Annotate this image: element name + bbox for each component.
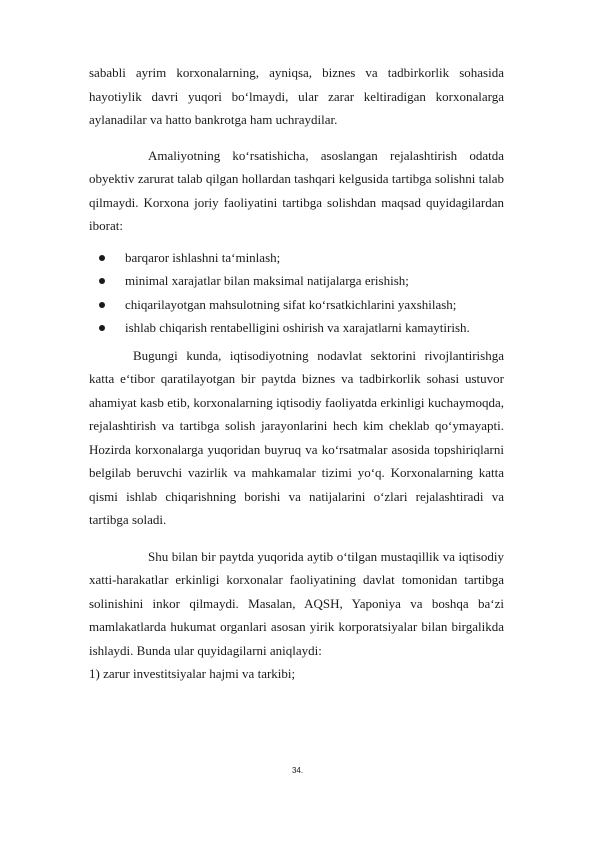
paragraph-numbered-item: 1) zarur investitsiyalar hajmi va tarkibi; <box>89 666 296 681</box>
paragraph-regulation: Amaliyotning ko‘rsatishicha, asoslangan rejalashtirish odatda obyektiv zarurat talab qilgan hollardan tashqari kelgusida tartibga solishni talab qilmaydi. Korxona joriy faoliyatini tartibga solishdan maqsad quyidagilardan iborat: <box>89 147 504 233</box>
bullet-icon <box>99 255 105 261</box>
bullet-icon <box>99 302 105 308</box>
list-item: ishlab chiqarish rentabelligini oshirish va xarajatlarni kamaytirish. <box>89 316 504 340</box>
document-page <box>89 61 504 686</box>
bullet-icon <box>99 278 105 284</box>
goals-list <box>89 246 504 340</box>
page-number: 34. <box>291 766 304 775</box>
list-item: minimal xarajatlar bilan maksimal natijalarga erishish; <box>89 269 504 293</box>
list-item: chiqarilayotgan mahsulotning sifat ko‘rsatkichlarini yaxshilash; <box>89 293 504 317</box>
paragraph-today: Bugungi kunda, iqtisodiyotning nodavlat sektorini rivojlantirishga katta e‘tibor qaratilayotgan bir paytda biznes va tadbirkorlik sohasi ustuvor ahamiyat kasb etib, korxonalarning iqtisodiy faoliyatda erkinligi kuchaymoqda, rejalashtirish va tartibga solish jarayonlarini hech kim cheklab qo‘ymayapti. Hozirda korxonalarga yuqoridan buyruq va ko‘rsatmalar asosida topshiriqlarni belgilab beruvchi vazirlik va mahkamalar tizimi yo‘q. Korxonalarning katta qismi ishlab chiqarishning borishi va natijalarini o‘zlari rejalashtiradi va tartibga soladi. <box>89 347 504 527</box>
bullet-icon <box>99 325 105 331</box>
paragraph-intro: sababli ayrim korxonalarning, ayniqsa, biznes va tadbirkorlik sohasida hayotiylik davri yuqori bo‘lmaydi, ular zarar keltiradigan korxonalarga aylanadilar va hatto bankrotga ham uchraydilar. <box>89 65 504 127</box>
list-item: barqaror ishlashni ta‘minlash; <box>89 246 504 270</box>
paragraph-state-regulation: Shu bilan bir paytda yuqorida aytib o‘tilgan mustaqillik va iqtisodiy xatti-harakatlar erkinligi korxonalar faoliyatining davlat tomonidan tartibga solinishini inkor qilmaydi. Masalan, AQSH, Yaponiya va boshqa ba‘zi mamlakatlarda hukumat organlari asosan yirik korporatsiyalar bilan birgalikda ishlaydi. Bunda ular quyidagilarni aniqlaydi: <box>89 548 504 658</box>
